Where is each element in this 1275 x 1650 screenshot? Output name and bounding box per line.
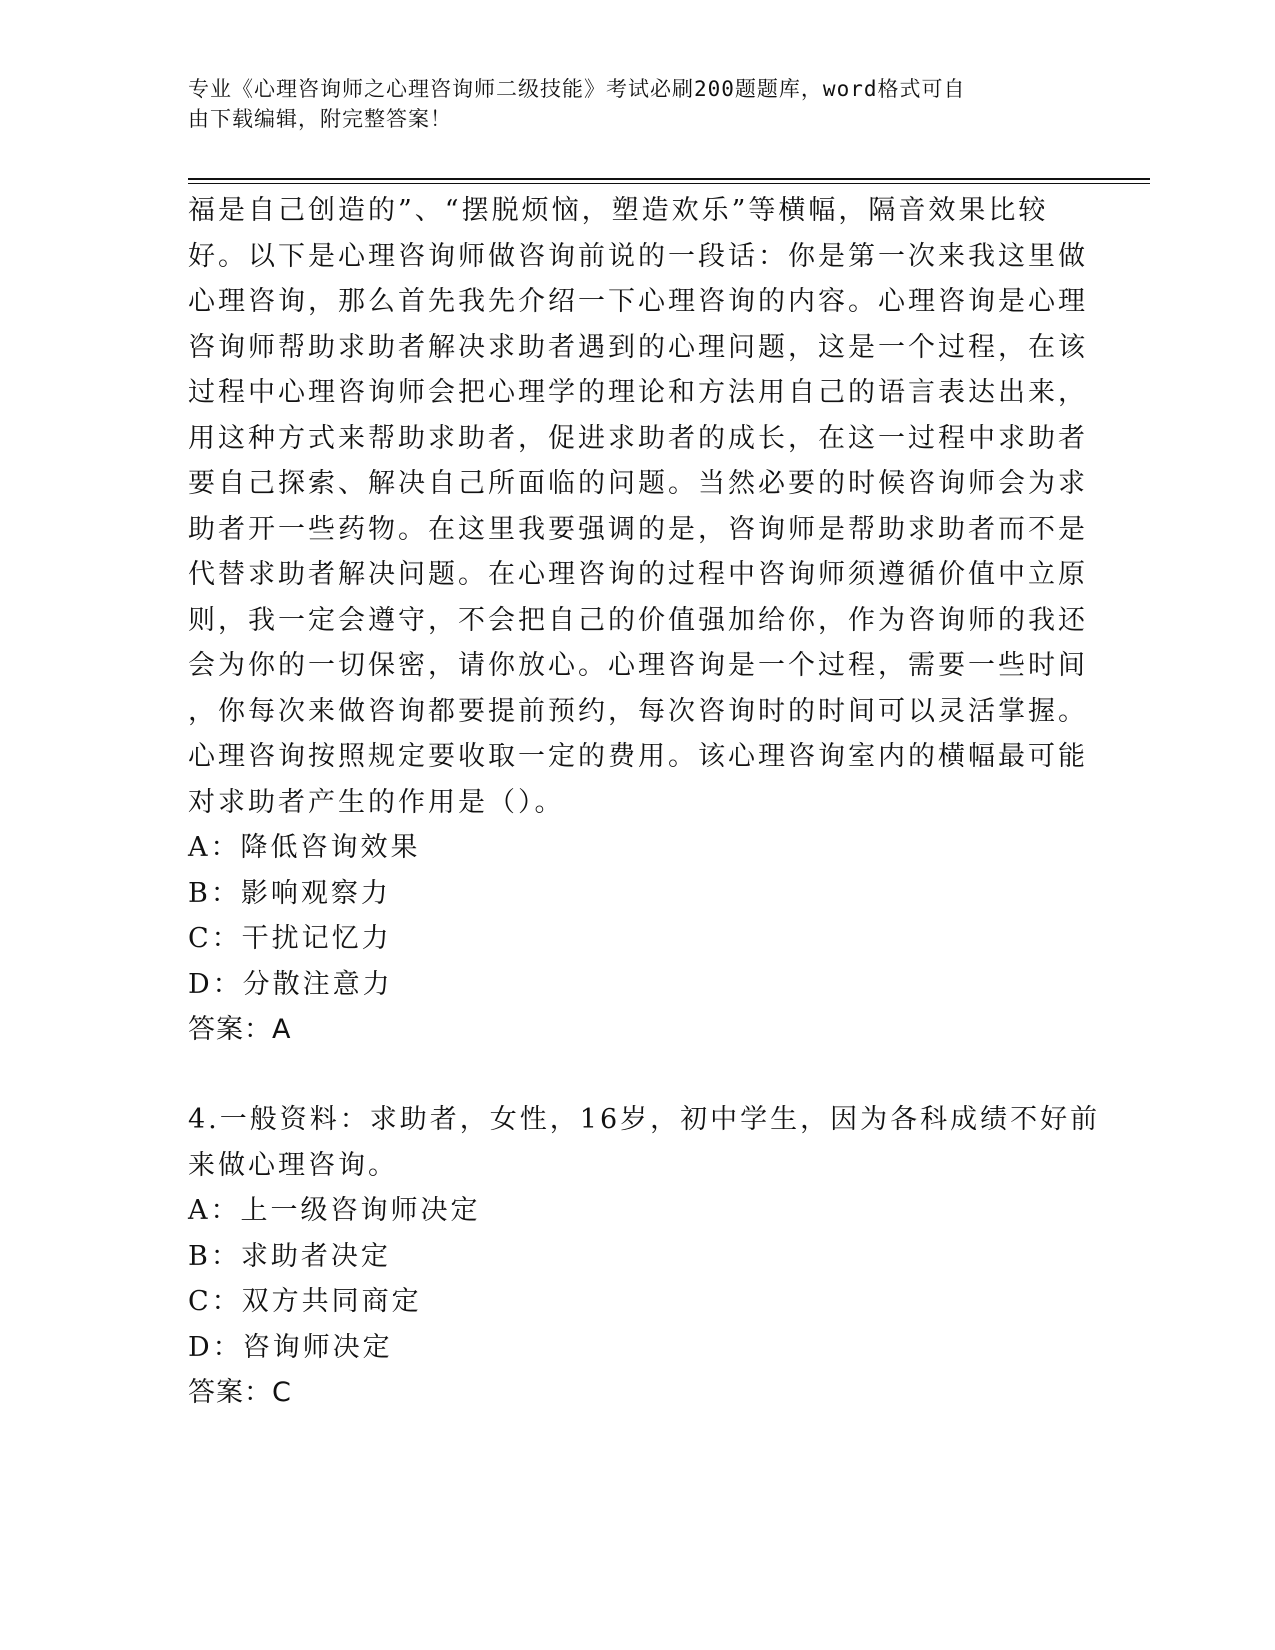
header-divider-thin (188, 183, 1150, 184)
question-4-answer: 答案：C (188, 1377, 292, 1408)
question-4-text-line: 来做心理咨询。 (188, 1149, 398, 1181)
question-3-text-line: 过程中心理咨询师会把心理学的理论和方法用自己的语言表达出来， (188, 377, 1088, 408)
question-3-text-line: 咨询师帮助求助者解决求助者遇到的心理问题，这是一个过程，在该 (188, 331, 1088, 363)
question-4-option-d: D：咨询师决定 (188, 1331, 393, 1363)
question-3-option-c: C：干扰记忆力 (188, 923, 392, 954)
page-header (188, 74, 1068, 134)
question-3-text-line: 对求助者产生的作用是（）。 (188, 786, 565, 818)
question-3-option-d: D：分散注意力 (188, 968, 393, 1000)
header-divider-thick (188, 178, 1150, 180)
header-line: 专业《心理咨询师之心理咨询师二级技能》考试必刷200题题库，word格式可自 (188, 77, 966, 101)
question-4-option-c: C：双方共同商定 (188, 1286, 422, 1317)
question-3-text-line: 助者开一些药物。在这里我要强调的是，咨询师是帮助求助者而不是 (188, 513, 1088, 545)
question-3-text-line: 会为你的一切保密，请你放心。心理咨询是一个过程，需要一些时间 (188, 650, 1088, 681)
question-3-text-line: 心理咨询按照规定要收取一定的费用。该心理咨询室内的横幅最可能 (188, 741, 1088, 772)
question-3-block (188, 188, 1088, 1053)
question-3-text-line: 好。以下是心理咨询师做咨询前说的一段话：你是第一次来我这里做 (188, 240, 1088, 272)
question-3-option-b: B：影响观察力 (188, 877, 391, 909)
question-3-text-line: ，你每次来做咨询都要提前预约，每次咨询时的时间可以灵活掌握。 (188, 695, 1088, 727)
question-3-answer: 答案：A (188, 1014, 292, 1045)
question-4-option-b: B：求助者决定 (188, 1240, 391, 1272)
question-3-text-line: 则，我一定会遵守，不会把自己的价值强加给你，作为咨询师的我还 (188, 604, 1088, 636)
question-4-option-a: A：上一级咨询师决定 (188, 1195, 481, 1226)
question-3-text-line: 心理咨询，那么首先我先介绍一下心理咨询的内容。心理咨询是心理 (188, 286, 1088, 317)
question-3-option-a: A：降低咨询效果 (188, 832, 421, 863)
question-3-text-line: 用这种方式来帮助求助者，促进求助者的成长，在这一过程中求助者 (188, 422, 1088, 454)
question-3-text-line: 要自己探索、解决自己所面临的问题。当然必要的时候咨询师会为求 (188, 468, 1088, 499)
question-3-text-line: 代替求助者解决问题。在心理咨询的过程中咨询师须遵循价值中立原 (188, 559, 1088, 590)
question-3-text-line: 福是自己创造的”、“摆脱烦恼，塑造欢乐”等横幅，隔音效果比较 (188, 195, 1049, 226)
question-4-block (188, 1097, 1101, 1416)
header-line: 由下载编辑，附完整答案！ (188, 107, 452, 131)
question-4-text-line: 4.一般资料：求助者，女性，16岁，初中学生，因为各科成绩不好前 (188, 1104, 1101, 1135)
